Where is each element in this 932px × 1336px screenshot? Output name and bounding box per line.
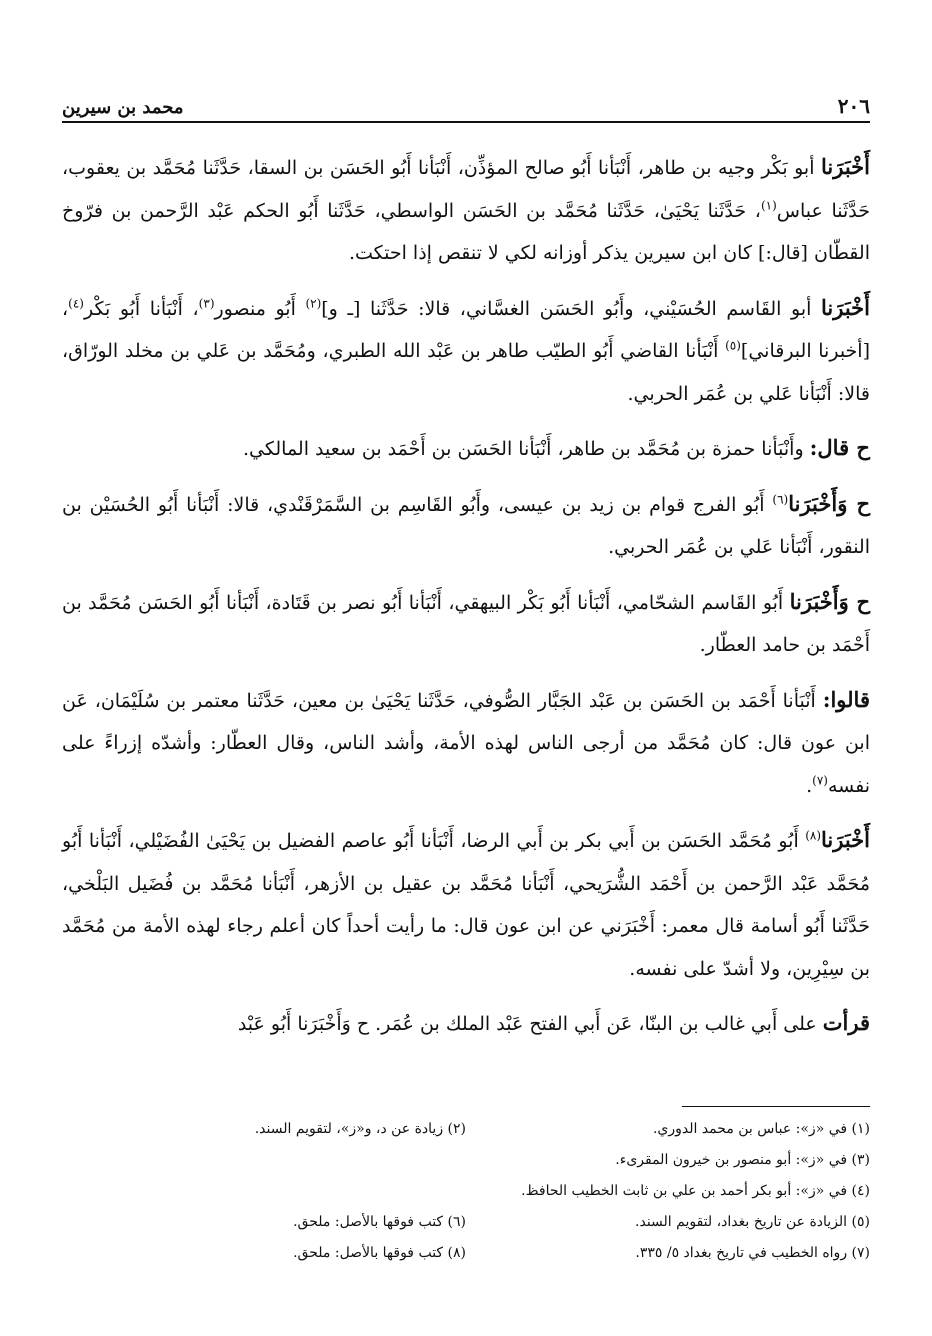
page-body xyxy=(62,146,870,1058)
paragraph xyxy=(62,427,870,471)
footnote-ref: (١) xyxy=(760,198,777,213)
footnote: (٦) كتب فوقها بالأصل: ملحق. xyxy=(293,1214,466,1230)
footnote-row xyxy=(62,1114,870,1145)
paragraph xyxy=(62,483,870,569)
footnote-ref: (٣) xyxy=(198,296,215,311)
page-header xyxy=(62,84,870,123)
footnote: (٣) في «ز»: أبو منصور بن خيرون المقرىء. xyxy=(615,1152,870,1168)
footnote-rule xyxy=(682,1106,870,1107)
paragraph-text: أَبُو مُحَمَّد الحَسَن بن أَبي بكر بن أَبي الرضا، أَنْبَأنا أَبُو عاصم الفضيل بن يَحْيَىٰ الفُضَيْلي، أَنْبَأنا أَبُو مُحَمَّد عَبْد الرَّحمن بن أَحْمَد الشُّرَيحي، أَنْبَأنا مُحَمَّد بن عقيل بن الأزهر، أَنْبَأنا مُحَمَّد بن فُضَيل البَلْخي، حَدَّثَنا أَبُو أسامة قال معمر: أَخْبَرَني عن ابن عون قال: ما رأيت أحداً كان أعلم رجاء لهذه الأمة من مُحَمَّد بن سِيْرِين، ولا أشدّ على نفسه. xyxy=(62,830,870,980)
paragraph-lead: أَخْبَرَنا xyxy=(821,154,870,179)
paragraph xyxy=(62,819,870,990)
paragraph-text: أَبُو منصور xyxy=(214,297,306,320)
footnote: (٤) في «ز»: أبو بكر أحمد بن علي بن ثابت الخطيب الحافظ. xyxy=(521,1183,870,1199)
paragraph-text: أَبُو القَاسم الشحّامي، أَنْبَأنا أَبُو بَكْر البيهقي، أَنْبَأنا أَبُو نصر بن قَتَادة، أَنْبَأنا أَبُو الحَسَن مُحَمَّد بن أَحْمَد بن حامد العطّار. xyxy=(62,591,870,656)
page-number: ٢٠٦ xyxy=(837,94,870,118)
paragraph xyxy=(62,287,870,416)
paragraph-lead: ح وَأَخْبَرَنا xyxy=(789,588,870,614)
footnote: (٧) رواه الخطيب في تاريخ بغداد ٥/ ٣٣٥. xyxy=(635,1245,870,1261)
paragraph-text: على أَبي غالب بن البنّا، عَن أَبي الفتح عَبْد الملك بن عُمَر. ح وَأَخْبَرَنا أَبُو عَبْد xyxy=(237,1013,823,1035)
paragraph-text: وأَنْبَأنا حمزة بن مُحَمَّد بن طاهر، أَنْبَأنا الحَسَن بن أَحْمَد بن سعيد المالكي. xyxy=(243,438,810,460)
paragraph-lead: أَخْبَرَنا xyxy=(821,294,870,320)
paragraph-lead: ح وَأَخْبَرَنا xyxy=(788,490,870,516)
footnotes xyxy=(62,1114,870,1269)
footnote-ref: (٤) xyxy=(68,296,84,311)
footnote-ref: (٢) xyxy=(305,296,322,311)
footnote-row xyxy=(62,1176,870,1207)
paragraph-text: أَنْبَأنا القاضي أَبُو الطيّب طاهر بن عَبْد الله الطبري، ومُحَمَّد بن عَلي بن مخلد الورّاق، قالا: أَنْبَأنا عَلي بن عُمَر الحربي. xyxy=(62,340,870,405)
footnote-row xyxy=(62,1145,870,1176)
paragraph-text: ، حَدَّثَنا يَحْيَىٰ، حَدَّثَنا مُحَمَّد بن الحَسَن الواسطي، حَدَّثَنا أَبُو الحكم عَبْد الرَّحمن بن فرّوخ القطّان [قال:] كان ابن سيرين يذكر أوزانه لكي لا تنقص إذا احتكت. xyxy=(62,199,870,264)
footnote-row xyxy=(62,1207,870,1238)
paragraph-text: أَبُو الفرج قوام بن زيد بن عيسى، وأَبُو القَاسِم بن السَّمَرْقَنْدي، قالا: أَنْبَأنا أَبُو الحُسَيْن بن النقور، أَنْبَأنا عَلي بن عُمَر الحربي. xyxy=(62,493,870,558)
footnote: (٢) زيادة عن د، و«ز»، لتقويم السند. xyxy=(254,1121,466,1137)
footnote-ref: (٨) xyxy=(805,828,822,843)
paragraph-text: أَنْبَأنا أَحْمَد بن الحَسَن بن عَبْد الجَبَّار الصُّوفي، حَدَّثَنا يَحْيَىٰ بن معين، حَدَّثَنا معتمر بن سُلَيْمَان، عَن ابن عون قال: كان مُحَمَّد من أرجى الناس لهذه الأمة، وأشد الناس، وقال العطّار: وأشدّه إزراءً على نفسه xyxy=(62,689,870,797)
footnote: (٥) الزيادة عن تاريخ بغداد، لتقويم السند. xyxy=(635,1214,870,1230)
paragraph-text: أبو بَكْر وجيه بن طاهر، أَنْبَأنا أَبُو صالح المؤذِّن، أَنْبَأنا أَبُو الحَسَن بن السقا، حَدَّثَنا مُحَمَّد بن يعقوب، حَدَّثَنا عباس xyxy=(62,157,870,222)
paragraph-text: ، [أخبرنا البرقاني] xyxy=(62,297,870,362)
paragraph xyxy=(62,146,870,275)
footnote: (١) في «ز»: عباس بن محمد الدوري. xyxy=(652,1121,870,1137)
paragraph-lead: قرأت xyxy=(822,1010,870,1035)
paragraph xyxy=(62,679,870,808)
paragraph-lead: ح قال: xyxy=(809,435,870,460)
footnote-ref: (٦) xyxy=(772,492,789,507)
footnote-ref: (٥) xyxy=(725,338,741,353)
paragraph-lead: قالوا: xyxy=(822,686,870,712)
paragraph xyxy=(62,1002,870,1046)
paragraph-lead: أَخْبَرَنا xyxy=(821,827,870,852)
paragraph-text: أبو القَاسم الحُسَيْني، وأَبُو الحَسَن الغسَّاني، قالا: حَدَّثَنا [ـ و] xyxy=(321,297,821,320)
paragraph xyxy=(62,581,870,667)
footnote-ref: (٧) xyxy=(812,773,828,788)
footnote-row xyxy=(62,1238,870,1269)
paragraph-text: ، أَنْبَأنا أَبُو بَكْر xyxy=(83,297,199,320)
running-title: محمد بن سيرين xyxy=(62,97,184,118)
footnote: (٨) كتب فوقها بالأصل: ملحق. xyxy=(293,1245,466,1261)
paragraph-text: . xyxy=(806,774,813,797)
